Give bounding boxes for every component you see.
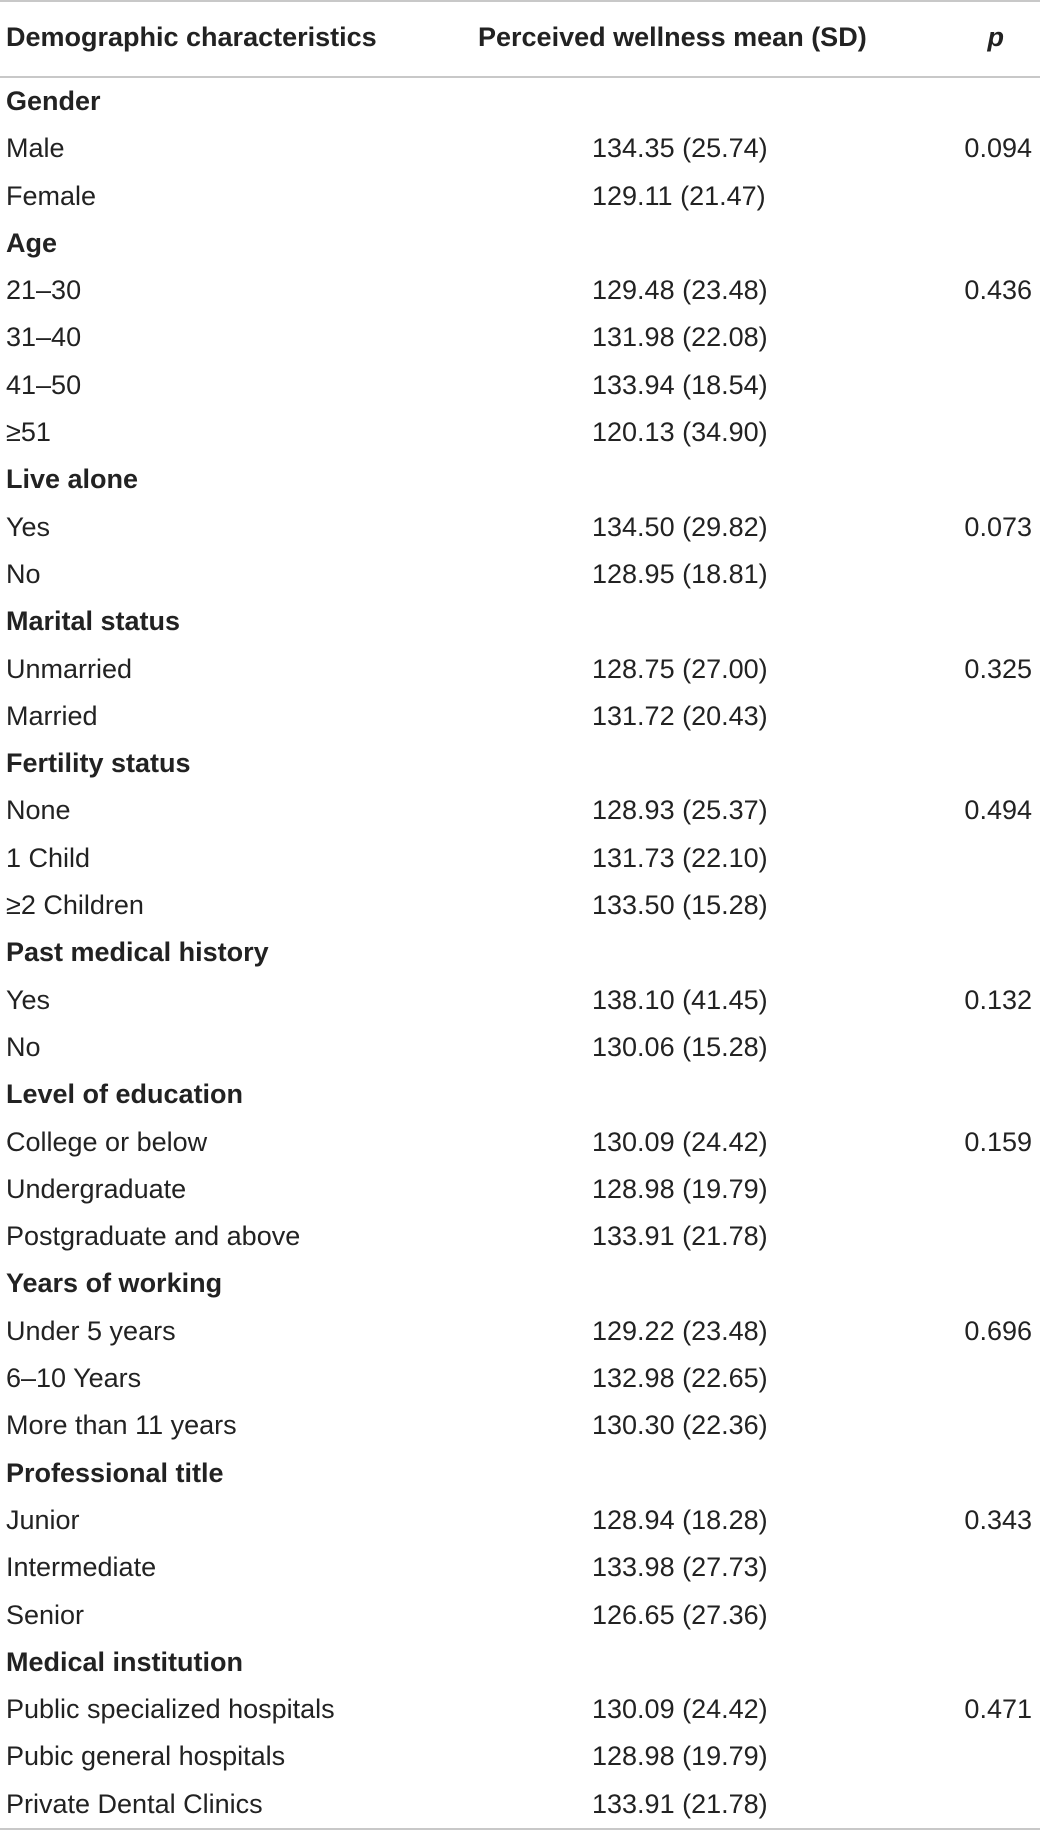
wellness-mean-sd: 130.09 (24.42) bbox=[592, 1126, 768, 1157]
row-label: ≥2 Children bbox=[6, 890, 144, 921]
row-label: Postgraduate and above bbox=[6, 1221, 301, 1252]
group-label: Years of working bbox=[6, 1268, 223, 1299]
table-row bbox=[0, 173, 1040, 220]
wellness-mean-sd: 128.95 (18.81) bbox=[592, 558, 768, 589]
row-label: Male bbox=[6, 133, 65, 164]
table-row bbox=[0, 1355, 1040, 1402]
wellness-mean-sd: 130.06 (15.28) bbox=[592, 1031, 768, 1062]
wellness-mean-sd: 120.13 (34.90) bbox=[592, 417, 768, 448]
wellness-mean-sd: 128.94 (18.28) bbox=[592, 1504, 768, 1535]
row-label: No bbox=[6, 558, 41, 589]
table-row bbox=[0, 835, 1040, 882]
group-label: Fertility status bbox=[6, 748, 191, 779]
table-body bbox=[0, 78, 1040, 1828]
p-value: 0.325 bbox=[964, 653, 1032, 684]
table-row bbox=[0, 1119, 1040, 1166]
p-value: 0.471 bbox=[964, 1694, 1032, 1725]
wellness-mean-sd: 133.91 (21.78) bbox=[592, 1221, 768, 1252]
row-label: 1 Child bbox=[6, 842, 91, 873]
group-label: Level of education bbox=[6, 1079, 244, 1110]
wellness-mean-sd: 130.09 (24.42) bbox=[592, 1694, 768, 1725]
wellness-mean-sd: 126.65 (27.36) bbox=[592, 1599, 768, 1630]
table-row bbox=[0, 551, 1040, 598]
table-row bbox=[0, 1544, 1040, 1591]
wellness-mean-sd: 134.35 (25.74) bbox=[592, 133, 768, 164]
table-row bbox=[0, 1497, 1040, 1544]
table-row bbox=[0, 1024, 1040, 1071]
group-label: Age bbox=[6, 227, 58, 258]
table-row bbox=[0, 267, 1040, 314]
p-value: 0.436 bbox=[964, 275, 1032, 306]
group-header-row bbox=[0, 1450, 1040, 1497]
wellness-mean-sd: 133.98 (27.73) bbox=[592, 1552, 768, 1583]
group-header-row bbox=[0, 456, 1040, 503]
wellness-mean-sd: 133.94 (18.54) bbox=[592, 369, 768, 400]
wellness-mean-sd: 133.50 (15.28) bbox=[592, 890, 768, 921]
table-bottom-rule bbox=[0, 1828, 1040, 1830]
group-header-row bbox=[0, 929, 1040, 976]
wellness-mean-sd: 129.11 (21.47) bbox=[592, 180, 766, 211]
wellness-mean-sd: 128.75 (27.00) bbox=[592, 653, 768, 684]
wellness-mean-sd: 138.10 (41.45) bbox=[592, 984, 768, 1015]
wellness-mean-sd: 134.50 (29.82) bbox=[592, 511, 768, 542]
p-value: 0.343 bbox=[964, 1504, 1032, 1535]
group-header-row bbox=[0, 220, 1040, 267]
wellness-mean-sd: 128.93 (25.37) bbox=[592, 795, 768, 826]
table-row bbox=[0, 1781, 1040, 1828]
row-label: College or below bbox=[6, 1126, 208, 1157]
wellness-mean-sd: 129.48 (23.48) bbox=[592, 275, 768, 306]
group-label: Professional title bbox=[6, 1457, 224, 1488]
p-value: 0.159 bbox=[964, 1126, 1032, 1157]
group-header-row bbox=[0, 1639, 1040, 1686]
group-label: Gender bbox=[6, 86, 101, 116]
p-value: 0.073 bbox=[964, 511, 1032, 542]
group-label: Medical institution bbox=[6, 1646, 244, 1677]
table-row bbox=[0, 693, 1040, 740]
table-row bbox=[0, 977, 1040, 1024]
group-header-row bbox=[0, 1260, 1040, 1307]
table-row bbox=[0, 1592, 1040, 1639]
wellness-mean-sd: 128.98 (19.79) bbox=[592, 1173, 768, 1204]
row-label: Public specialized hospitals bbox=[6, 1694, 335, 1725]
p-value: 0.132 bbox=[964, 984, 1032, 1015]
table-row bbox=[0, 646, 1040, 693]
row-label: Yes bbox=[6, 511, 51, 542]
header-demographic-characteristics: Demographic characteristics bbox=[6, 22, 377, 52]
table-row bbox=[0, 1733, 1040, 1780]
row-label: ≥51 bbox=[6, 417, 51, 448]
wellness-mean-sd: 132.98 (22.65) bbox=[592, 1363, 768, 1394]
table-row bbox=[0, 882, 1040, 929]
wellness-mean-sd: 133.91 (21.78) bbox=[592, 1788, 768, 1819]
row-label: Junior bbox=[6, 1504, 80, 1535]
group-label: Past medical history bbox=[6, 937, 269, 968]
row-label: Private Dental Clinics bbox=[6, 1788, 263, 1819]
table-row bbox=[0, 1166, 1040, 1213]
row-label: 31–40 bbox=[6, 322, 82, 353]
wellness-mean-sd: 130.30 (22.36) bbox=[592, 1410, 768, 1441]
table-row bbox=[0, 1308, 1040, 1355]
table-row bbox=[0, 125, 1040, 172]
table-row bbox=[0, 787, 1040, 834]
group-label: Live alone bbox=[6, 464, 139, 495]
row-label: Pubic general hospitals bbox=[6, 1741, 286, 1772]
table-row bbox=[0, 504, 1040, 551]
table-header bbox=[0, 0, 1040, 78]
row-label: More than 11 years bbox=[6, 1410, 237, 1441]
table-row bbox=[0, 409, 1040, 456]
row-label: 21–30 bbox=[6, 275, 82, 306]
row-label: None bbox=[6, 795, 71, 826]
wellness-mean-sd: 129.22 (23.48) bbox=[592, 1315, 768, 1346]
row-label: No bbox=[6, 1031, 41, 1062]
row-label: Senior bbox=[6, 1599, 85, 1630]
table-row bbox=[0, 1402, 1040, 1449]
row-label: Unmarried bbox=[6, 653, 133, 684]
wellness-mean-sd: 131.98 (22.08) bbox=[592, 322, 768, 353]
row-label: Yes bbox=[6, 984, 51, 1015]
table-row bbox=[0, 314, 1040, 361]
p-value: 0.494 bbox=[964, 795, 1032, 826]
row-label: Under 5 years bbox=[6, 1315, 176, 1346]
row-label: Undergraduate bbox=[6, 1173, 187, 1204]
row-label: Intermediate bbox=[6, 1552, 157, 1583]
table-row bbox=[0, 1213, 1040, 1260]
wellness-mean-sd: 131.72 (20.43) bbox=[592, 700, 768, 731]
group-header-row bbox=[0, 598, 1040, 645]
row-label: Married bbox=[6, 700, 98, 731]
group-label: Marital status bbox=[6, 606, 181, 637]
group-header-row bbox=[0, 740, 1040, 787]
row-label: 41–50 bbox=[6, 369, 82, 400]
wellness-mean-sd: 131.73 (22.10) bbox=[592, 842, 768, 873]
row-label: Female bbox=[6, 180, 97, 211]
header-perceived-wellness: Perceived wellness mean (SD) bbox=[478, 22, 867, 52]
table-row bbox=[0, 362, 1040, 409]
group-header-row bbox=[0, 78, 1040, 125]
p-value: 0.094 bbox=[964, 133, 1032, 164]
header-p-value: p bbox=[987, 22, 1004, 52]
group-header-row bbox=[0, 1071, 1040, 1118]
p-value: 0.696 bbox=[964, 1315, 1032, 1346]
row-label: 6–10 Years bbox=[6, 1363, 142, 1394]
wellness-mean-sd: 128.98 (19.79) bbox=[592, 1741, 768, 1772]
table-row bbox=[0, 1686, 1040, 1733]
